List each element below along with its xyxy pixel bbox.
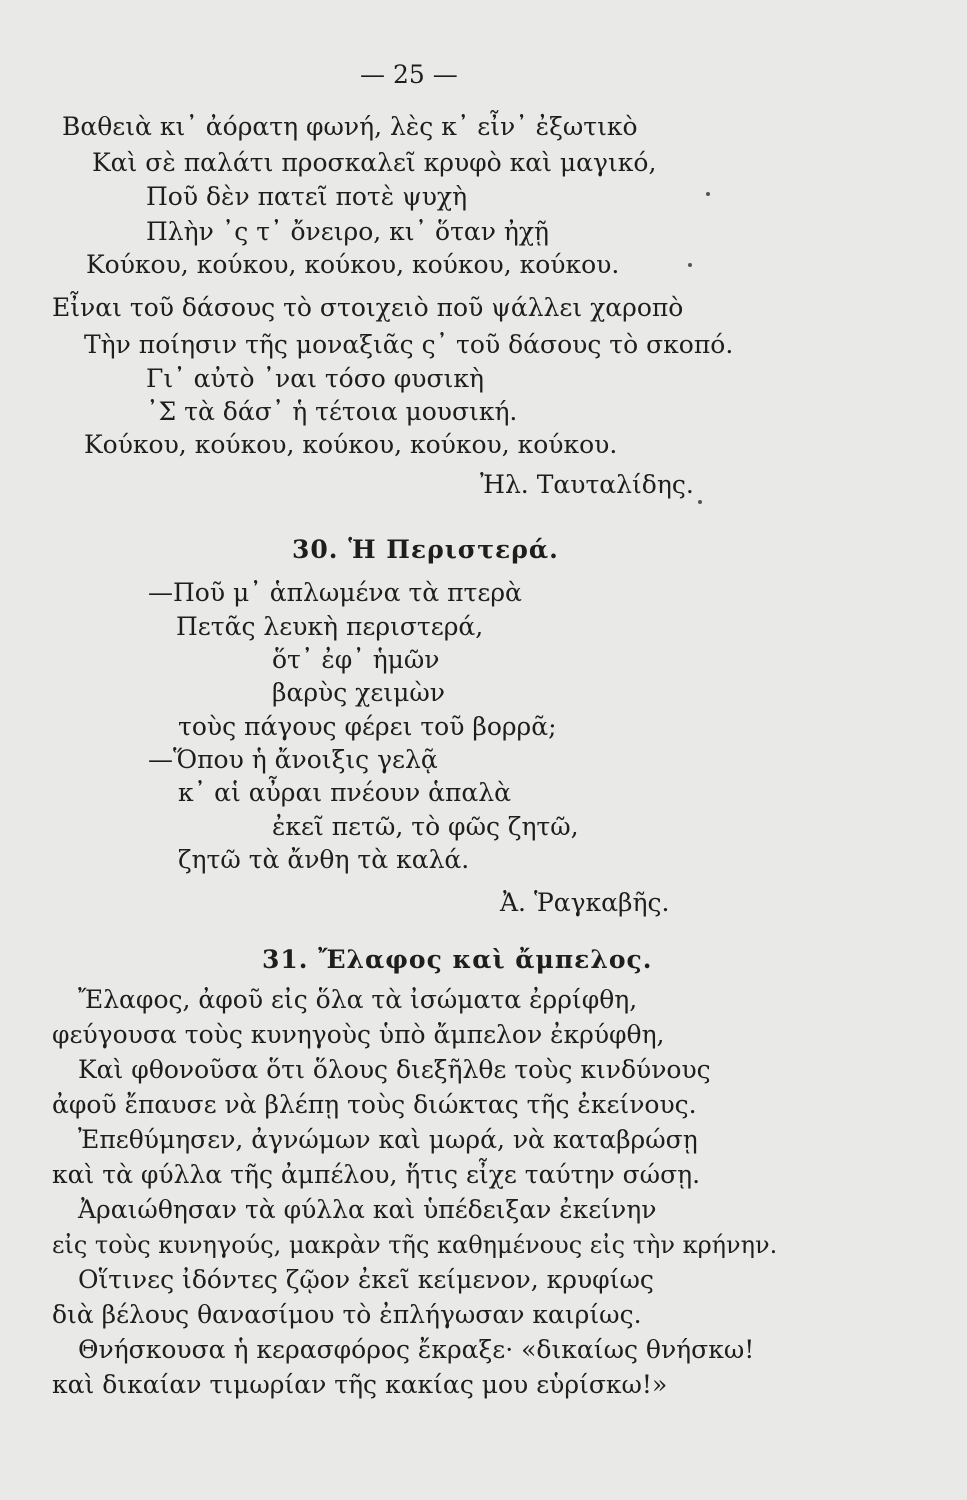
poem2-line: —Ποῦ μ᾽ ἁπλωμένα τὰ πτερὰ [148,578,522,607]
poem2-line: κ᾽ αἱ αὖραι πνέουν ἁπαλὰ [178,778,512,807]
poem1-line: ᾽Σ τὰ δάσ᾽ ἡ τέτοια μουσική. [146,397,518,426]
poem2-line: Πετᾶς λευκὴ περιστερά, [176,612,484,641]
scan-speck [698,500,702,504]
poem1-line: Ποῦ δὲν πατεῖ ποτὲ ψυχὴ [146,182,468,211]
poem3-line: καὶ τὰ φύλλα τῆς ἀμπέλου, ἥτις εἶχε ταύτην σώσῃ. [52,1160,701,1189]
poem2-heading: 30. Ἡ Περιστερά. [292,535,559,564]
poem3-line: Ἀραιώθησαν τὰ φύλλα καὶ ὑπέδειξαν ἐκείνην [78,1195,657,1224]
poem1-line: Πλὴν ᾽ς τ᾽ ὄνειρο, κι᾽ ὅταν ἠχῇ [146,217,550,246]
page-number: — 25 — [360,60,458,89]
poem2-line: τοὺς πάγους φέρει τοῦ βορρᾶ; [178,712,557,741]
poem1-refrain: Κούκου, κούκου, κούκου, κούκου, κούκου. [84,430,618,459]
poem1-line: Καὶ σὲ παλάτι προσκαλεῖ κρυφὸ καὶ μαγικό, [92,148,657,177]
poem1-line: Εἶναι τοῦ δάσους τὸ στοιχειὸ ποῦ ψάλλει χαροπὸ [52,293,684,322]
poem3-line: καὶ δικαίαν τιμωρίαν τῆς κακίας μου εὑρίσκω!» [52,1370,668,1399]
poem2-line: βαρὺς χειμὼν [272,678,445,707]
poem3-heading: 31. Ἔλαφος καὶ ἄμπελος. [262,945,653,974]
poem3-line: φεύγουσα τοὺς κυνηγοὺς ὑπὸ ἄμπελον ἐκρύφθη, [52,1020,665,1049]
poem3-line: διὰ βέλους θανασίμου τὸ ἐπλήγωσαν καιρίως. [52,1300,642,1329]
poem3-line: Ἔλαφος, ἀφοῦ εἰς ὅλα τὰ ἰσώματα ἐρρίφθη, [78,985,638,1014]
poem2-line: ζητῶ τὰ ἄνθη τὰ καλά. [178,845,470,874]
poem2-author: Ἀ. Ῥαγκαβῆς. [500,888,670,917]
poem1-line: Βαθειὰ κι᾽ ἀόρατη φωνή, λὲς κ᾽ εἶν᾽ ἐξωτικὸ [62,112,638,141]
poem1-line: Γι᾽ αὐτὸ ᾽ναι τόσο φυσικὴ [146,364,484,393]
poem3-line: Ἐπεθύμησεν, ἀγνώμων καὶ μωρά, νὰ καταβρώσῃ [78,1125,698,1154]
poem3-line: Καὶ φθονοῦσα ὅτι ὅλους διεξῆλθε τοὺς κινδύνους [78,1055,711,1084]
poem1-line: Τὴν ποίησιν τῆς μοναξιᾶς ς᾽ τοῦ δάσους τὸ σκοπό. [84,330,734,359]
scan-speck [706,192,710,196]
poem2-line: —Ὅπου ἡ ἄνοιξις γελᾷ [148,745,438,774]
scan-speck [688,263,692,267]
poem1-refrain: Κούκου, κούκου, κούκου, κούκου, κούκου. [86,250,620,279]
poem1-author: Ἠλ. Ταυταλίδης. [480,470,694,499]
poem3-line: εἰς τοὺς κυνηγούς, μακρὰν τῆς καθημένους εἰς τὴν κρήνην. [52,1231,778,1259]
poem3-line: ἀφοῦ ἔπαυσε νὰ βλέπῃ τοὺς διώκτας τῆς ἐκείνους. [52,1090,697,1119]
poem2-line: ὅτ᾽ ἐφ᾽ ἡμῶν [272,645,440,674]
poem3-line: Οἵτινες ἰδόντες ζῷον ἐκεῖ κείμενον, κρυφίως [78,1265,654,1294]
poem2-line: ἐκεῖ πετῶ, τὸ φῶς ζητῶ, [272,812,579,841]
poem3-line: Θνήσκουσα ἡ κερασφόρος ἔκραξε· «δικαίως θνήσκω! [78,1335,755,1364]
